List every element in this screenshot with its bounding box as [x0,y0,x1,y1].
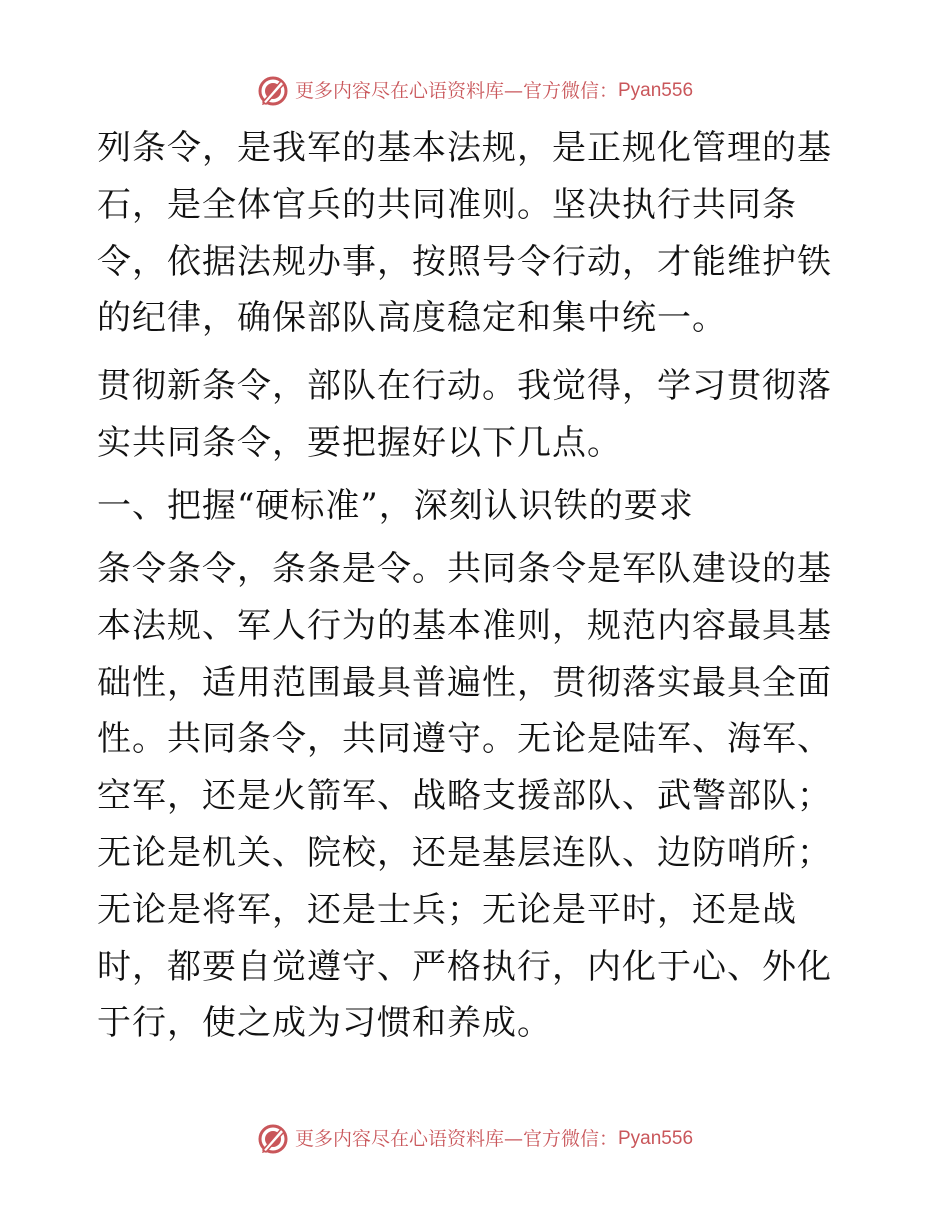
watermark-account-label: 官方微信： [522,1128,618,1150]
watermark-account-id: Pyan556 [618,80,694,101]
header-watermark [0,71,950,111]
document-body [97,120,857,1052]
section-heading: 一、把握“硬标准”，深刻认识铁的要求 [97,486,694,526]
watermark-account-id: Pyan556 [618,1128,694,1149]
watermark-site-name: 更多内容尽在心语资料库 [294,80,504,102]
watermark-account-label: 官方微信： [522,80,618,102]
footer-watermark [0,1119,950,1159]
paragraph-body: 条令条令，条条是令。共同条令是军队建设的基本法规、军人行为的基本准则，规范内容最具基础性，适用范围最具普遍性，贯彻落实最具全面性。共同条令，共同遵守。无论是陆军、海军、空军，还是火箭军、战略支援部队、武警部队；无论是机关、院校，还是基层连队、边防哨所；无论是将军，还是士兵；无论是平时，还是战时，都要自觉遵守、严格执行，内化于心、外化于行，使之成为习惯和养成。 [97,549,832,1044]
watermark-separator: — [503,80,523,102]
quill-pen-seal-icon [257,1123,289,1155]
watermark-site-name: 更多内容尽在心语资料库 [294,1128,504,1150]
quill-pen-seal-icon [257,75,289,107]
paragraph-intro: 贯彻新条令，部队在行动。我觉得，学习贯彻落实共同条令，要把握好以下几点。 [97,366,832,463]
paragraph-continuation: 列条令，是我军的基本法规，是正规化管理的基石，是全体官兵的共同准则。坚决执行共同条令，依据法规办事，按照号令行动，才能维护铁的纪律，确保部队高度稳定和集中统一。 [97,128,832,339]
watermark-separator: — [503,1128,523,1150]
